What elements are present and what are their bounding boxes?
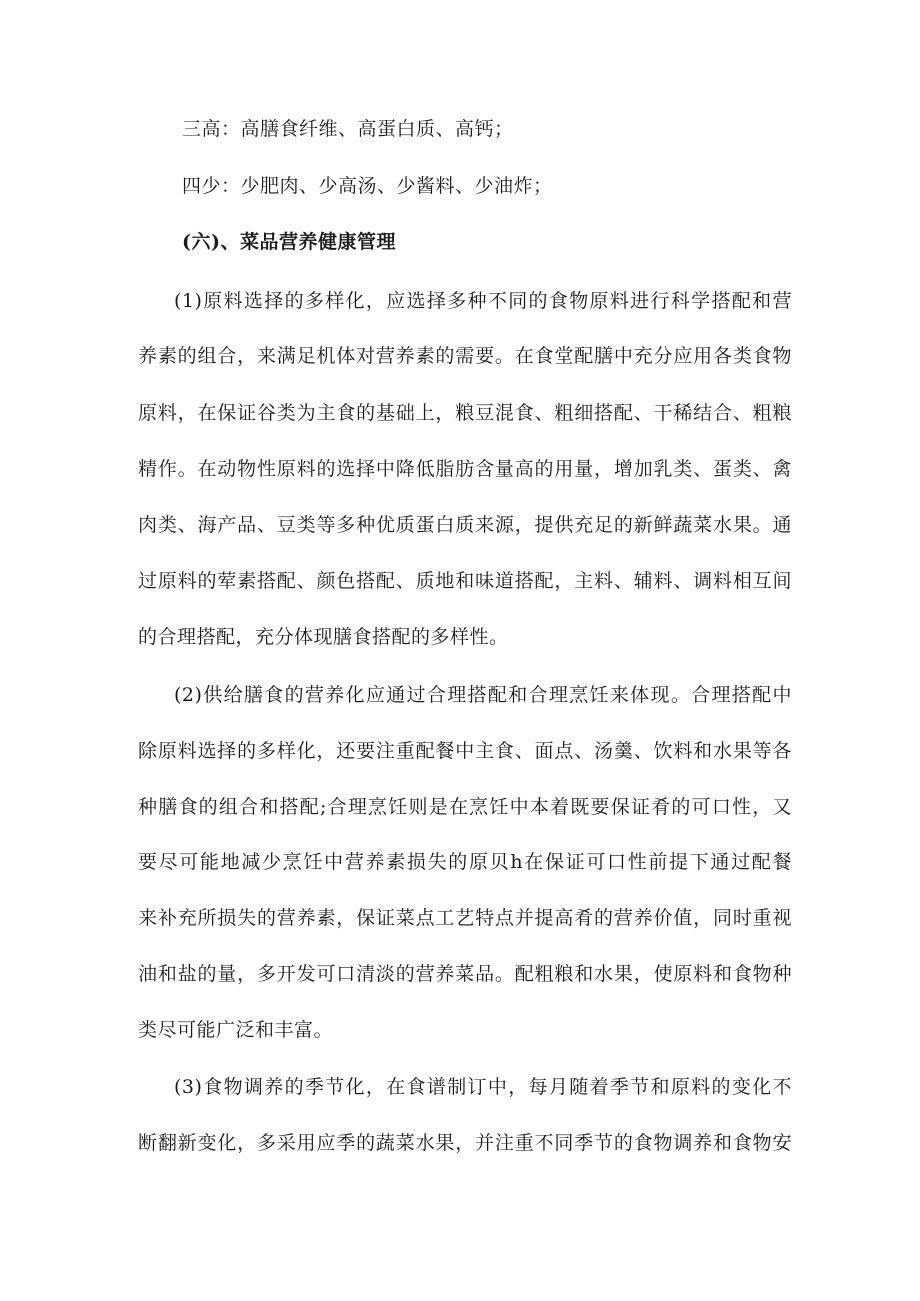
- intro-line-three-highs: 三高：高膳食纤维、高蛋白质、高钙；: [182, 118, 514, 140]
- paragraph-line: 原料，在保证谷类为主食的基础上，粮豆混食、粗细搭配、干稀结合、粗粮: [138, 402, 792, 424]
- paragraph-line: 养素的组合，来满足机体对营养素的需要。在食堂配膳中充分应用各类食物: [138, 345, 792, 367]
- paragraph-line: 种膳食的组合和搭配;合理烹饪则是在烹饪中本着既要保证肴的可口性，又: [138, 796, 792, 818]
- paragraph-line: (3)食物调养的季节化，在食谱制订中，每月随着季节和原料的变化不: [174, 1076, 792, 1098]
- section-heading: (六)、菜品营养健康管理: [182, 231, 396, 253]
- paragraph-line: 过原料的荤素搭配、颜色搭配、质地和味道搭配，主料、辅料、调料相互间: [138, 570, 792, 592]
- paragraph-line: 的合理搭配，充分体现膳食搭配的多样性。: [138, 626, 509, 648]
- paragraph-line: 类尽可能广泛和丰富。: [138, 1019, 334, 1041]
- paragraph-line: 油和盐的量，多开发可口清淡的营养菜品。配粗粮和水果，使原料和食物种: [138, 963, 792, 985]
- paragraph-line: (1)原料选择的多样化，应选择多种不同的食物原料进行科学搭配和营: [174, 290, 792, 312]
- paragraph-line: 除原料选择的多样化，还要注重配餐中主食、面点、汤羹、饮料和水果等各: [138, 740, 792, 762]
- paragraph-line: 断翻新变化，多采用应季的蔬菜水果，并注重不同季节的食物调养和食物安: [138, 1132, 792, 1154]
- paragraph-line: 肉类、海产品、豆类等多种优质蛋白质来源，提供充足的新鲜蔬菜水果。通: [138, 514, 792, 536]
- paragraph-line: (2)供给膳食的营养化应通过合理搭配和合理烹饪来体现。合理搭配中: [174, 684, 792, 706]
- intro-line-four-lows: 四少：少肥肉、少高汤、少酱料、少油炸；: [182, 175, 553, 197]
- paragraph-line: 要尽可能地减少烹饪中营养素损失的原贝h在保证可口性前提下通过配餐: [138, 851, 792, 873]
- paragraph-line: 精作。在动物性原料的选择中降低脂肪含量高的用量，增加乳类、蛋类、禽: [138, 458, 792, 480]
- paragraph-line: 来补充所损失的营养素，保证菜点工艺特点并提高肴的营养价值，同时重视: [138, 907, 792, 929]
